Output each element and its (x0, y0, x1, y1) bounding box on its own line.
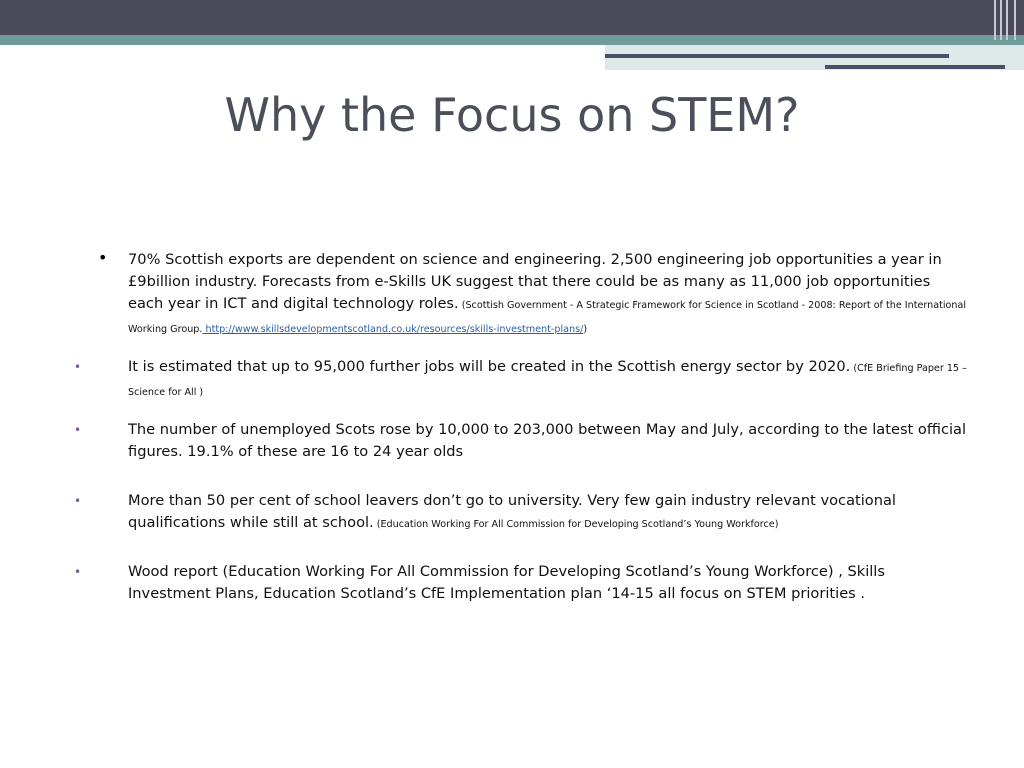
bullet-marker: • (74, 565, 82, 579)
bullet-source: (Education Working For All Commission for Developing Scotland’s Young Workforce) (373, 519, 779, 530)
bullet-marker: • (74, 423, 82, 437)
bullet-source: (Scottish Government - A Strategic Framework for Science in Scotland - 2008: Report of the International Working Group. (128, 300, 967, 335)
bullet-source-end: ) (583, 324, 588, 335)
slide-title: Why the Focus on STEM? (224, 88, 800, 142)
header-accent-line (605, 54, 949, 58)
bullet-text: The number of unemployed Scots rose by 10,000 to 203,000 between May and July, according to the latest official figures. 19.1% of these are 16 to 24 year olds (128, 421, 967, 460)
bullet-item-exports (128, 249, 968, 341)
bullet-text: It is estimated that up to 95,000 further jobs will be created in the Scottish energy sector by 2020. (128, 358, 851, 375)
bullet-item-school-leavers (128, 490, 968, 536)
bullet-item-energy-jobs (128, 356, 968, 404)
header-vertical-bars (990, 0, 1024, 40)
bullet-marker: • (98, 248, 108, 267)
bullet-text: 70% Scottish exports are dependent on science and engineering. 2,500 engineering job opportunities a year in £9billion industry. Forecasts from e-Skills UK suggest that there could be as many as 11,000 job opportunities each year in ICT and digital technology roles. (128, 251, 942, 312)
bullet-marker: • (74, 494, 82, 508)
bullet-item-unemployment (128, 419, 968, 463)
bullet-marker: • (74, 360, 82, 374)
source-link[interactable]: http://www.skillsdevelopmentscotland.co.uk/resources/skills-investment-plans/ (202, 324, 584, 335)
header-teal-band (0, 35, 1024, 45)
header-dark-band (0, 0, 1024, 35)
bullet-text: Wood report (Education Working For All Commission for Developing Scotland’s Young Workforce) , Skills Investment Plans, Education Scotland’s CfE Implementation plan ‘14-15 all focus on STEM priorities . (128, 563, 885, 602)
bullet-source: (CfE Briefing Paper 15 – Science for All ) (128, 363, 967, 398)
header-accent-line-short (825, 65, 1005, 69)
bullet-item-wood-report (128, 561, 968, 605)
bullet-text: More than 50 per cent of school leavers don’t go to university. Very few gain industry relevant vocational qualifications while still at school. (128, 492, 896, 531)
